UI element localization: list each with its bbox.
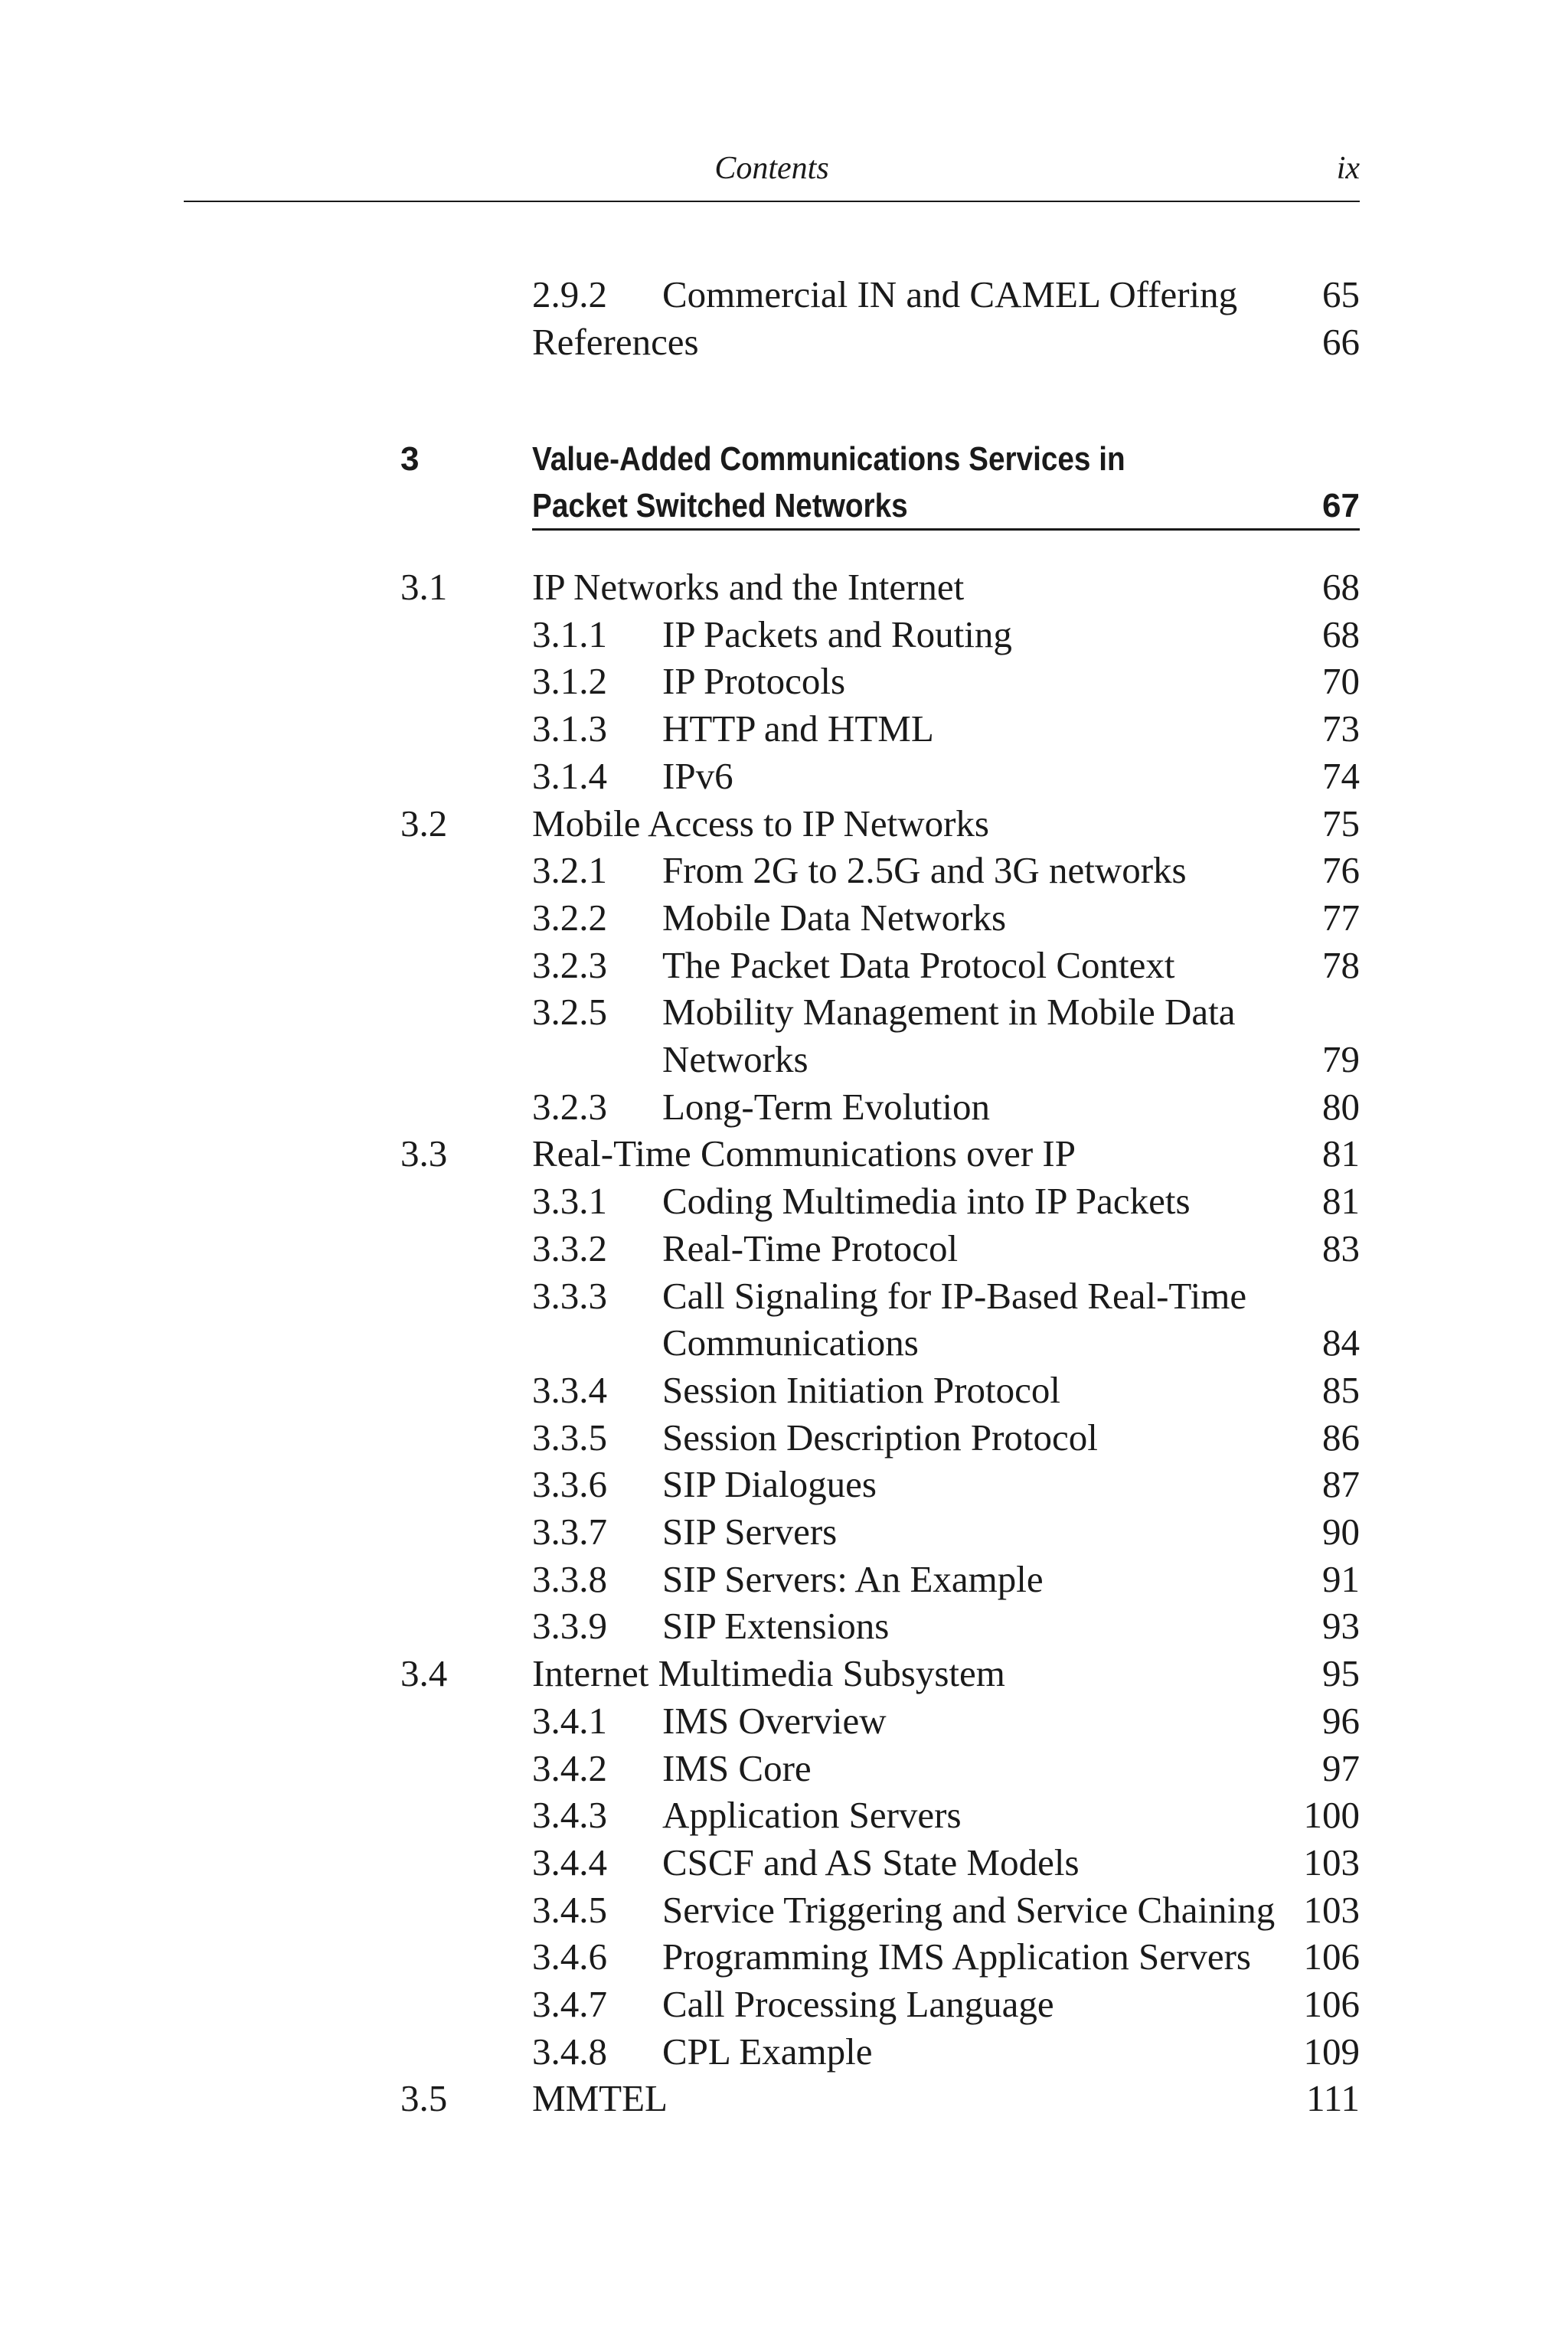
toc-subsection-entry	[0, 753, 1568, 799]
toc-subsection-entry	[0, 1603, 1568, 1649]
entry-page: 81	[1322, 1180, 1360, 1222]
entry-page: 78	[1322, 944, 1360, 986]
entry-page: 79	[1322, 1038, 1360, 1080]
entry-page: 68	[1322, 613, 1360, 655]
entry-page: 91	[1322, 1558, 1360, 1600]
entry-title: Real-Time Protocol	[662, 1227, 959, 1269]
entry-page: 81	[1322, 1132, 1360, 1174]
entry-title: CPL Example	[662, 2030, 873, 2073]
entry-page: 74	[1322, 755, 1360, 797]
entry-number: 3.3.2	[532, 1227, 607, 1269]
entry-page: 106	[1303, 1983, 1360, 2025]
toc-subsection-entry	[0, 1367, 1568, 1413]
chapter-rule	[532, 528, 1360, 531]
entry-title: Mobile Access to IP Networks	[532, 802, 989, 844]
toc-subsection-entry	[0, 942, 1568, 988]
entry-page: 75	[1322, 802, 1360, 844]
entry-page: 111	[1306, 2077, 1360, 2119]
toc-subsection-entry	[0, 848, 1568, 893]
toc-subsection-entry	[0, 2029, 1568, 2075]
toc-section-entry	[0, 2076, 1568, 2122]
entry-page: 70	[1322, 660, 1360, 702]
entry-title: IMS Core	[662, 1747, 812, 1789]
toc-subsection-entry	[0, 612, 1568, 658]
entry-title: Call Signaling for IP-Based Real-Time	[662, 1275, 1247, 1317]
toc-subsection-entry	[0, 1462, 1568, 1508]
entry-page: 84	[1322, 1321, 1360, 1364]
toc-subsection-entry	[0, 1084, 1568, 1130]
entry-page: 66	[1322, 321, 1360, 363]
chapter-number: 3	[400, 440, 420, 478]
entry-number: 3.3.7	[532, 1511, 607, 1553]
entry-title: Mobile Data Networks	[662, 897, 1007, 939]
entry-title: SIP Dialogues	[662, 1463, 877, 1505]
toc-entry	[0, 319, 1568, 365]
entry-number: 3.4	[400, 1652, 448, 1694]
entry-page: 103	[1303, 1841, 1360, 1883]
entry-page: 80	[1322, 1086, 1360, 1128]
entry-page: 83	[1322, 1227, 1360, 1269]
toc-subsection-entry	[0, 1887, 1568, 1933]
entry-number: 3.2.5	[532, 991, 607, 1033]
toc-entry	[0, 272, 1568, 318]
toc-subsection-entry	[0, 895, 1568, 941]
entry-number: 3.1.4	[532, 755, 607, 797]
entry-number: 3.4.2	[532, 1747, 607, 1789]
entry-page: 76	[1322, 849, 1360, 891]
entry-number: 3.4.6	[532, 1936, 607, 1978]
entry-number: 3.4.8	[532, 2030, 607, 2073]
toc-subsection-entry	[0, 658, 1568, 704]
entry-title: The Packet Data Protocol Context	[662, 944, 1175, 986]
chapter-heading-line-1	[0, 436, 1568, 482]
entry-title: Programming IMS Application Servers	[662, 1936, 1251, 1978]
toc-subsection-entry	[0, 1273, 1568, 1319]
toc-subsection-entry	[0, 1792, 1568, 1838]
entry-title: Service Triggering and Service Chaining	[662, 1889, 1276, 1931]
entry-title: IP Packets and Routing	[662, 613, 1012, 655]
entry-number: 3.1	[400, 566, 448, 608]
entry-title: References	[532, 321, 699, 363]
entry-number: 3.1.1	[532, 613, 607, 655]
entry-number: 3.4.4	[532, 1841, 607, 1883]
entry-title: SIP Extensions	[662, 1605, 890, 1647]
entry-title: IP Protocols	[662, 660, 846, 702]
entry-title: HTTP and HTML	[662, 707, 934, 750]
entry-title: Mobility Management in Mobile Data	[662, 991, 1236, 1033]
entry-title-continuation: Networks	[662, 1038, 808, 1080]
entry-page: 87	[1322, 1463, 1360, 1505]
running-header	[184, 145, 1360, 191]
entry-number: 3.2	[400, 802, 448, 844]
entry-number: 3.4.3	[532, 1794, 607, 1836]
entry-page: 85	[1322, 1369, 1360, 1411]
entry-number: 3.4.5	[532, 1889, 607, 1931]
toc-subsection-entry	[0, 1557, 1568, 1602]
entry-title: Real-Time Communications over IP	[532, 1132, 1076, 1174]
toc-subsection-entry	[0, 989, 1568, 1035]
entry-number: 3.3	[400, 1132, 448, 1174]
entry-title: IP Networks and the Internet	[532, 566, 965, 608]
toc-subsection-entry	[0, 1746, 1568, 1792]
entry-number: 3.1.3	[532, 707, 607, 750]
toc-section-entry	[0, 1131, 1568, 1177]
entry-page: 93	[1322, 1605, 1360, 1647]
entry-number: 3.2.2	[532, 897, 607, 939]
entry-title: Session Initiation Protocol	[662, 1369, 1060, 1411]
chapter-page: 67	[1322, 487, 1360, 524]
entry-title: MMTEL	[532, 2077, 668, 2119]
entry-page: 68	[1322, 566, 1360, 608]
entry-number: 3.3.5	[532, 1416, 607, 1459]
entry-title: Call Processing Language	[662, 1983, 1054, 2025]
entry-number: 3.4.1	[532, 1700, 607, 1742]
entry-page: 106	[1303, 1936, 1360, 1978]
entry-page: 96	[1322, 1700, 1360, 1742]
running-header-title: Contents	[714, 151, 829, 186]
entry-title: CSCF and AS State Models	[662, 1841, 1080, 1883]
entry-page: 73	[1322, 707, 1360, 750]
entry-number: 3.3.4	[532, 1369, 607, 1411]
toc-subsection-entry	[0, 1934, 1568, 1980]
entry-page: 65	[1322, 273, 1360, 315]
entry-number: 3.3.3	[532, 1275, 607, 1317]
entry-page: 86	[1322, 1416, 1360, 1459]
entry-page: 103	[1303, 1889, 1360, 1931]
entry-number: 2.9.2	[532, 273, 607, 315]
header-rule	[184, 201, 1360, 202]
toc-section-entry	[0, 801, 1568, 847]
entry-page: 95	[1322, 1652, 1360, 1694]
entry-number: 3.3.6	[532, 1463, 607, 1505]
entry-title-continuation: Communications	[662, 1321, 919, 1364]
entry-number: 3.2.3	[532, 944, 607, 986]
toc-subsection-entry	[0, 1320, 1568, 1366]
toc-section-entry	[0, 1651, 1568, 1697]
entry-number: 3.3.9	[532, 1605, 607, 1647]
entry-number: 3.4.7	[532, 1983, 607, 2025]
entry-number: 3.2.3	[532, 1086, 607, 1128]
entry-title: Commercial IN and CAMEL Offering	[662, 273, 1238, 315]
toc-subsection-entry	[0, 1415, 1568, 1461]
toc-subsection-entry	[0, 1178, 1568, 1224]
chapter-heading-line-2	[0, 483, 1568, 529]
toc-subsection-entry	[0, 1509, 1568, 1555]
entry-title: IPv6	[662, 755, 733, 797]
entry-page: 97	[1322, 1747, 1360, 1789]
entry-title: Application Servers	[662, 1794, 962, 1836]
entry-title: SIP Servers	[662, 1511, 838, 1553]
running-header-page-number: ix	[1336, 151, 1360, 186]
entry-title: Long-Term Evolution	[662, 1086, 990, 1128]
entry-page: 100	[1303, 1794, 1360, 1836]
entry-number: 3.1.2	[532, 660, 607, 702]
toc-subsection-entry	[0, 1981, 1568, 2027]
entry-number: 3.3.1	[532, 1180, 607, 1222]
toc-subsection-entry	[0, 1226, 1568, 1272]
entry-page: 77	[1322, 897, 1360, 939]
entry-title: IMS Overview	[662, 1700, 887, 1742]
entry-title: Internet Multimedia Subsystem	[532, 1652, 1005, 1694]
toc-subsection-entry	[0, 1698, 1568, 1744]
toc-subsection-entry	[0, 1037, 1568, 1083]
toc-section-entry	[0, 564, 1568, 610]
entry-number: 3.3.8	[532, 1558, 607, 1600]
entry-title: SIP Servers: An Example	[662, 1558, 1044, 1600]
entry-title: From 2G to 2.5G and 3G networks	[662, 849, 1187, 891]
toc-subsection-entry	[0, 706, 1568, 752]
toc-subsection-entry	[0, 1840, 1568, 1886]
entry-number: 3.5	[400, 2077, 448, 2119]
chapter-title-line-1: Value-Added Communications Services in	[532, 440, 1125, 478]
entry-page: 109	[1303, 2030, 1360, 2073]
chapter-title-line-2: Packet Switched Networks	[532, 487, 908, 524]
entry-page: 90	[1322, 1511, 1360, 1553]
entry-number: 3.2.1	[532, 849, 607, 891]
entry-title: Session Description Protocol	[662, 1416, 1098, 1459]
entry-title: Coding Multimedia into IP Packets	[662, 1180, 1191, 1222]
